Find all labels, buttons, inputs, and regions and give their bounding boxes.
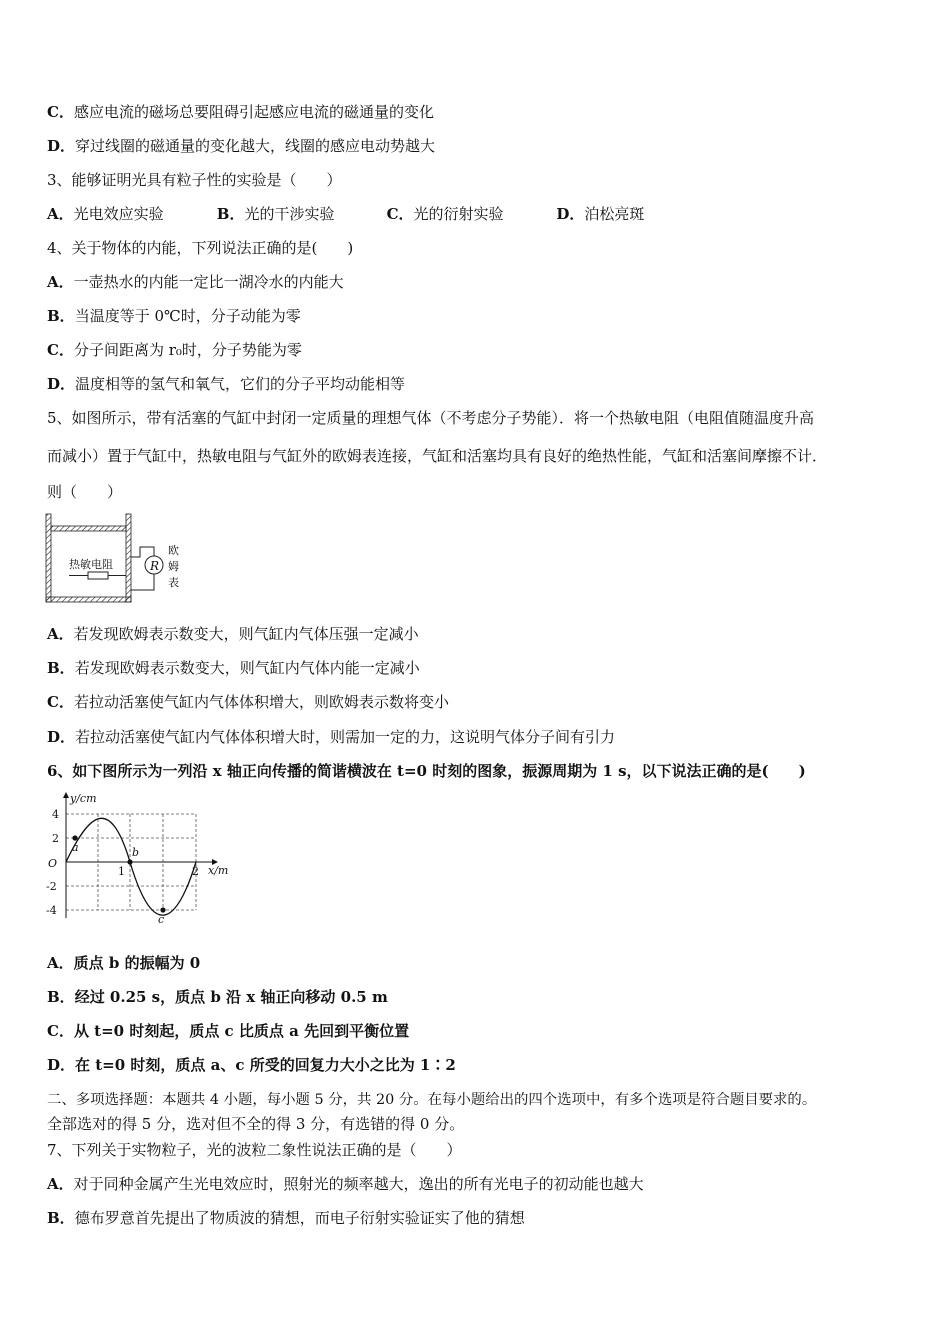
q3-option-b: B．光的干涉实验 (216, 205, 335, 223)
thermistor-label: 热敏电阻 (69, 558, 113, 571)
q4-option-c: C．分子间距离为 r₀时，分子势能为零 (47, 341, 302, 359)
x-tick-2: 2 (192, 865, 199, 878)
ohmmeter-symbol: R (150, 559, 160, 573)
ohmmeter-label-3: 表 (168, 576, 179, 589)
cylinder-bottom (46, 597, 131, 602)
cylinder-right-wall (126, 514, 131, 602)
y-axis-arrow (63, 792, 69, 798)
y-tick-neg4: -4 (46, 904, 57, 917)
y-tick-neg2: -2 (46, 880, 57, 893)
q5-stem-line2: 而减小）置于气缸中，热敏电阻与气缸外的欧姆表连接，气缸和活塞均具有良好的绝热性能，气缸和活塞间摩擦不计． (47, 447, 828, 465)
piston (51, 526, 126, 531)
q5-option-c: C．若拉动活塞使气缸内气体体积增大，则欧姆表示数将变小 (47, 693, 449, 711)
wave-curve (66, 818, 196, 915)
q6-option-d: D．在 t=0 时刻，质点 a、c 所受的回复力大小之比为 1∶2 (47, 1056, 456, 1074)
q6-option-b: B．经过 0.25 s，质点 b 沿 x 轴正向移动 0.5 m (47, 988, 388, 1006)
q5-option-d: D．若拉动活塞使气缸内气体体积增大时，则需加一定的力，这说明气体分子间有引力 (47, 728, 616, 746)
cylinder-left-wall (46, 514, 51, 602)
q2-option-d: D．穿过线圈的磁通量的变化越大，线圈的感应电动势越大 (47, 137, 436, 155)
q7-option-b: B．德布罗意首先提出了物质波的猜想，而电子衍射实验证实了他的猜想 (47, 1209, 525, 1227)
thermistor-symbol (88, 572, 108, 579)
point-a (72, 835, 77, 840)
q3-option-a: A．光电效应实验 (47, 205, 164, 223)
q6-stem: 6、如下图所示为一列沿 x 轴正向传播的简谐横波在 t=0 时刻的图象，振源周期为 1 s，以下说法正确的是( ) (47, 762, 806, 780)
q6-option-c: C．从 t=0 时刻起，质点 c 比质点 a 先回到平衡位置 (47, 1022, 410, 1040)
q3-option-d: D．泊松亮斑 (556, 205, 645, 223)
point-b-label: b (132, 846, 140, 859)
q6-wave-graph (44, 790, 244, 925)
q4-option-d: D．温度相等的氢气和氧气，它们的分子平均动能相等 (47, 375, 406, 393)
x-axis-label: x/m (208, 864, 229, 877)
point-a-label: a (72, 841, 79, 854)
q4-option-b: B．当温度等于 0℃时，分子动能为零 (47, 307, 301, 325)
q3-options (47, 204, 644, 224)
q3-stem: 3、能够证明光具有粒子性的实验是（ ） (47, 171, 342, 189)
q7-option-a: A．对于同种金属产生光电效应时，照射光的频率越大，逸出的所有光电子的初动能也越大 (47, 1175, 644, 1193)
q5-option-b: B．若发现欧姆表示数变大，则气缸内气体内能一定减小 (47, 659, 420, 677)
ohmmeter-label-1: 欧 (168, 544, 179, 557)
y-tick-2: 2 (52, 832, 59, 845)
x-tick-1: 1 (118, 865, 125, 878)
section2-instructions-line1: 二、多项选择题：本题共 4 小题，每小题 5 分，共 20 分。在每小题给出的四个选项中，有多个选项是符合题目要求的。 (47, 1092, 817, 1108)
point-c-label: c (158, 913, 165, 925)
y-tick-4: 4 (52, 808, 59, 821)
q7-stem: 7、下列关于实物粒子，光的波粒二象性说法正确的是（ ） (47, 1141, 462, 1159)
q5-option-a: A．若发现欧姆表示数变大，则气缸内气体压强一定减小 (47, 625, 419, 643)
point-c (160, 907, 165, 912)
ohmmeter-label-2: 姆 (168, 560, 179, 573)
point-b (127, 859, 132, 864)
q5-stem-line1: 5、如图所示，带有活塞的气缸中封闭一定质量的理想气体（不考虑分子势能）．将一个热敏电阻（电阻值随温度升高 (47, 409, 815, 427)
section2-instructions-line2: 全部选对的得 5 分，选对但不全的得 3 分，有选错的得 0 分。 (47, 1115, 465, 1133)
y-axis-label: y/cm (70, 792, 97, 805)
q5-stem-line3: 则（ ） (47, 483, 123, 501)
q5-cylinder-figure (44, 512, 189, 607)
q6-option-a: A．质点 b 的振幅为 0 (47, 954, 201, 972)
q4-stem: 4、关于物体的内能，下列说法正确的是( ) (47, 239, 354, 257)
q4-option-a: A．一壶热水的内能一定比一湖冷水的内能大 (47, 273, 344, 291)
origin-label: O (48, 857, 58, 870)
q2-option-c: C．感应电流的磁场总要阻碍引起感应电流的磁通量的变化 (47, 103, 434, 121)
q3-option-c: C．光的衍射实验 (386, 205, 504, 223)
